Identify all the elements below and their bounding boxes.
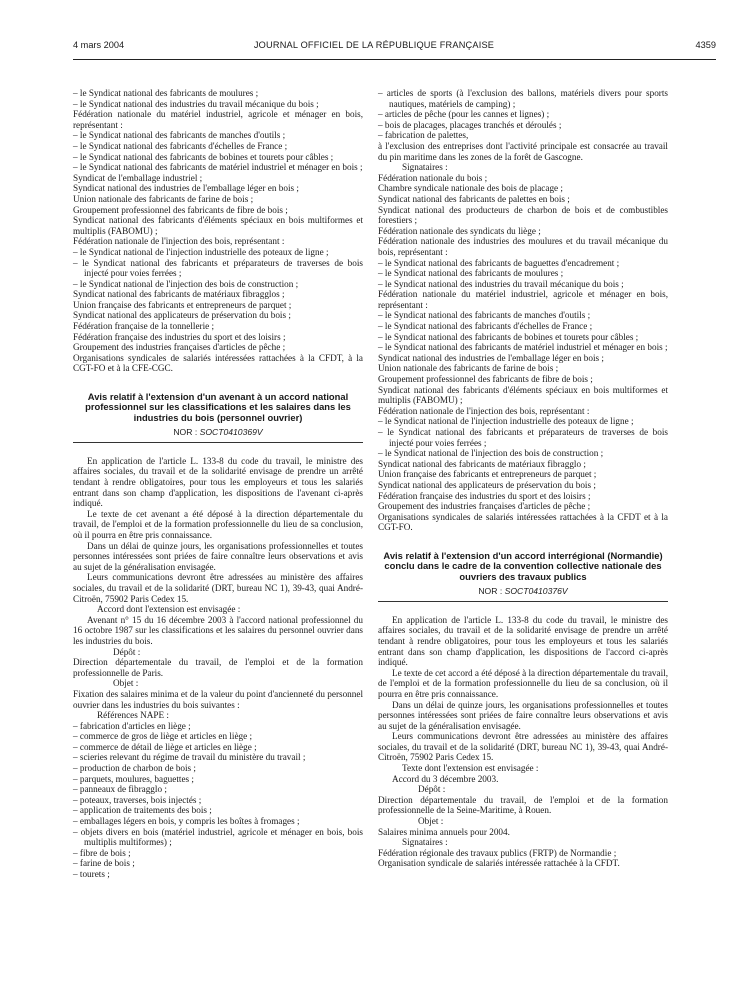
paragraph: Le texte de cet avenant a été déposé à la direction départementale du travail, de l'emploi et de la formation professionnelle du lieu de sa conclusion, où il pourra en être pris connaissance. — [73, 508, 363, 540]
left-top-list — [73, 88, 363, 374]
list-item: Fédération nationale des syndicats du liège ; — [378, 225, 541, 236]
list-item: – poteaux, traverses, bois injectés ; — [73, 794, 202, 805]
list-item: Groupement des industries françaises d'articles de pêche ; — [378, 501, 591, 512]
list-item: – le Syndicat national des fabricants de manches d'outils ; — [73, 130, 286, 141]
list-item: – articles de pêche (pour les cannes et lignes) ; — [378, 109, 550, 120]
list-item: – fabrication de palettes, — [378, 130, 469, 141]
list-item: Syndicat national des industries de l'emballage léger en bois ; — [378, 352, 604, 363]
list-item: Fédération nationale de l'injection des bois, représentant : — [378, 405, 590, 416]
depot-value: Direction départementale du travail, de l'emploi et de la formation professionnelle de Paris. — [73, 657, 363, 678]
header-rule — [73, 59, 716, 60]
list-item: Fédération française des industries du sport et des loisirs ; — [378, 490, 591, 501]
list-item: – tourets ; — [73, 869, 110, 879]
list-item: Syndicat national des fabricants d'éléments spéciaux en bois multiformes et multiplis (FABOMU) ; — [73, 215, 363, 236]
list-item: – panneaux de fibragglo ; — [73, 784, 167, 795]
list-item: Union nationale des fabricants de farine de bois ; — [73, 193, 254, 204]
left-column — [73, 88, 363, 880]
signataires-label: Signataires : — [402, 837, 448, 848]
notice-title: Avis relatif à l'extension d'un accord interrégional (Normandie) conclu dans le cadre de la convention collective nationale des ouvriers des travaux publics — [383, 549, 663, 582]
list-item: – le Syndicat national des fabricants de moulures ; — [73, 88, 259, 98]
list-item: Chambre syndicale nationale des bois de placage ; — [378, 183, 563, 194]
list-item: – le Syndicat national des fabricants d'échelles de France ; — [73, 140, 288, 151]
list-item: – emballages légers en bois, y compris les boîtes à fromages ; — [73, 816, 300, 827]
list-item: Syndicat national des fabricants d'éléments spéciaux en bois multiformes et multiplis (FABOMU) ; — [378, 384, 668, 406]
list-item: – le Syndicat national de l'injection des bois de construction ; — [73, 278, 299, 289]
depot-value: Direction départementale du travail, de l'emploi et de la formation professionnelle de la Seine-Maritime, à Rouen. — [378, 794, 668, 816]
depot-label: Dépôt : — [418, 784, 446, 795]
list-item: – le Syndicat national des fabricants de bobines et tourets pour câbles ; — [73, 151, 334, 162]
list-item: – le Syndicat national des fabricants de moulures ; — [378, 268, 564, 279]
list-item: – commerce de gros de liège et articles en liège ; — [73, 731, 253, 742]
list-item: – le Syndicat national des industries du travail mécanique du bois ; — [73, 98, 319, 109]
paragraph: Dans un délai de quinze jours, les organisations professionnelles et toutes personnes intéressées sont priées de faire connaître leurs observations et avis au sujet de la généralisation envisagée. — [73, 540, 363, 572]
list-item: Fédération régionale des travaux publics (FRTP) de Normandie ; — [378, 847, 617, 858]
list-item: – bois de placages, placages tranchés et déroulés ; — [378, 119, 562, 130]
list-item: – le Syndicat national des industries du travail mécanique du bois ; — [378, 278, 624, 289]
list-item: Union française des fabricants et entrepreneurs de parquet ; — [73, 299, 292, 310]
list-item: Syndicat national des fabricants de matériaux fibragglos ; — [73, 289, 285, 300]
list-item: – fibre de bois ; — [73, 847, 131, 858]
list-item: Fédération nationale du matériel industriel, agricole et ménager en bois, représentant : — [378, 289, 668, 310]
nor-label: NOR : — [478, 586, 503, 597]
notice-rule — [73, 442, 363, 443]
texte-value: Accord du 3 décembre 2003. — [392, 773, 499, 784]
list-item: Syndicat de l'emballage industriel ; — [73, 172, 203, 183]
right-top-list — [378, 88, 668, 141]
list-item: Syndicat national des applicateurs de préservation du bois ; — [378, 479, 596, 490]
list-item: Organisation syndicale de salariés intéressée rattachée à la CFDT. — [378, 858, 620, 869]
list-item: – le Syndicat national de l'injection industrielle des poteaux de ligne ; — [378, 416, 634, 427]
list-item: Syndicat national des applicateurs de préservation du bois ; — [73, 310, 291, 321]
list-item: Groupement professionnel des fabricants de fibre de bois ; — [378, 374, 593, 385]
list-item: – scieries relevant du régime de travail du ministère du travail ; — [73, 752, 306, 763]
nor-code: SOCT0410369V — [199, 427, 263, 438]
list-item: – le Syndicat national des fabricants de matériel industriel et ménager en bois ; — [73, 162, 363, 173]
list-item: Union nationale des fabricants de farine de bois ; — [378, 363, 559, 374]
paragraph: En application de l'article L. 133-8 du code du travail, le ministre des affaires sociales, du travail et de la solidarité envisage de prendre un arrêté tendant à rendre obligatoires, pour tous les employeurs et tous les salariés entrant dans son champ d'application, les dispositions de l'avenant ci-après indiqué. — [73, 455, 363, 509]
header-page-number: 4359 — [695, 40, 716, 50]
list-item: – le Syndicat national de l'injection industrielle des poteaux de ligne ; — [73, 246, 329, 257]
notice-rule — [378, 601, 668, 602]
notice-title: Avis relatif à l'extension d'un avenant à un accord national professionnel sur les classifications et les salaires dans les industries du bois (personnel ouvrier) — [85, 391, 351, 423]
list-item: – le Syndicat national des fabricants et préparateurs de traverses de bois injecté pour voies ferrées ; — [73, 257, 363, 279]
page-header — [0, 40, 748, 54]
list-item: – le Syndicat national des fabricants d'échelles de France ; — [378, 321, 593, 332]
nor-label: NOR : — [173, 427, 198, 438]
nape-list — [73, 721, 363, 880]
objet-label: Objet : — [113, 678, 139, 689]
nor-reference — [73, 427, 363, 438]
list-item: Fédération nationale du matériel industriel, agricole et ménager en bois, représentant : — [73, 109, 363, 130]
signataires-list — [378, 173, 668, 533]
paragraph: Le texte de cet accord a été déposé à la direction départementale du travail, de l'emploi et de la formation professionnelle du lieu de sa conclusion, où il pourra en être pris connaissance. — [378, 667, 668, 699]
list-item: – farine de bois ; — [73, 858, 135, 869]
list-item: Syndicat national des fabricants de palettes en bois ; — [378, 193, 570, 204]
list-item: Fédération française des industries du sport et des loisirs ; — [73, 331, 286, 342]
signataires-label: Signataires : — [402, 162, 448, 173]
list-item: Organisations syndicales de salariés intéressées rattachées à la CFDT, à la CGT-FO et à la CFE-CGC. — [73, 352, 363, 374]
right-column — [378, 88, 668, 869]
list-item: – commerce de détail de liège et articles en liège ; — [73, 741, 257, 752]
list-item: – le Syndicat national de l'injection des bois de construction ; — [378, 448, 604, 459]
list-item: Fédération nationale du bois ; — [378, 172, 488, 183]
list-item: Fédération française de la tonnellerie ; — [73, 321, 215, 332]
list-item: – le Syndicat national des fabricants de manches d'outils ; — [378, 310, 591, 321]
list-item: – objets divers en bois (matériel industriel, agricole et ménager en bois, bois multiplis multiformes) ; — [73, 826, 363, 848]
texte-label: Accord dont l'extension est envisagée : — [97, 604, 241, 615]
paragraph: Leurs communications devront être adressées au ministère des affaires sociales, du travail et de la solidarité (DRT, bureau NC 1), 39-43, quai André-Citroën, 75902 Paris Cedex 15. — [73, 572, 363, 604]
list-item: Groupement professionnel des fabricants de fibre de bois ; — [73, 204, 288, 215]
texte-value: Avenant n° 15 du 16 décembre 2003 à l'accord national professionnel du 16 octobre 1987 sur les classifications et les salaires du personnel ouvrier dans les industries du bois. — [73, 614, 363, 646]
header-journal-title: JOURNAL OFFICIEL DE LA RÉPUBLIQUE FRANÇAISE — [253, 40, 495, 50]
list-item: – fabrication d'articles en liège ; — [73, 720, 191, 731]
list-item: Union française des fabricants et entrepreneurs de parquet ; — [378, 469, 597, 480]
header-date: 4 mars 2004 — [73, 40, 125, 50]
list-item: – parquets, moulures, baguettes ; — [73, 773, 194, 784]
list-item: Fédération nationale des industries des moulures et du travail mécanique du bois, représentant : — [378, 236, 668, 257]
list-item: Syndicat national des industries de l'emballage léger en bois ; — [73, 183, 299, 194]
paragraph: Leurs communications devront être adressées au ministère des affaires sociales, du travail et de la solidarité (DRT, bureau NC 1), 39-43, quai André-Citroën, 75902 Paris Cedex 15. — [378, 731, 668, 763]
list-item: – le Syndicat national des fabricants et préparateurs de traverses de bois injecté pour voies ferrées ; — [378, 427, 668, 448]
list-item: – le Syndicat national des fabricants de baguettes d'encadrement ; — [378, 257, 620, 268]
depot-label: Dépôt : — [113, 646, 141, 657]
list-item: – articles de sports (à l'exclusion des ballons, matériels divers pour sports nautiques, matériels de camping) ; — [378, 88, 668, 109]
nor-reference — [378, 586, 668, 597]
nape-label: Références NAPE : — [97, 710, 169, 721]
texte-label: Texte dont l'extension est envisagée : — [402, 763, 539, 774]
objet-value: Fixation des salaires minima et de la valeur du point d'ancienneté du personnel ouvrier dans les industries du bois suivantes : — [73, 688, 363, 710]
list-item: Fédération nationale de l'injection des bois, représentant : — [73, 236, 285, 247]
paragraph: En application de l'article L. 133-8 du code du travail, le ministre des affaires sociales, du travail et de la solidarité envisage de prendre un arrêté tendant à rendre obligatoires, pour tous les employeurs et tous les salariés entrant dans son champ d'application, les dispositions de l'accord ci-après indiqué. — [378, 614, 668, 668]
list-item: Groupement des industries françaises d'articles de pêche ; — [73, 342, 286, 353]
objet-value: Salaires minima annuels pour 2004. — [378, 826, 510, 837]
exclusion-text: à l'exclusion des entreprises dont l'activité principale est consacrée au travail du pin maritime dans les zones de la forêt de Gascogne. — [378, 140, 668, 162]
list-item: Syndicat national des producteurs de charbon de bois et de combustibles forestiers ; — [378, 204, 668, 226]
list-item: – le Syndicat national des fabricants de bobines et tourets pour câbles ; — [378, 331, 639, 342]
list-item: Syndicat national des fabricants de matériaux fibragglo ; — [378, 458, 586, 469]
list-item: Organisations syndicales de salariés intéressées rattachées à la CFDT et à la CGT-FO. — [378, 511, 668, 533]
paragraph: Dans un délai de quinze jours, les organisations professionnelles et toutes personnes intéressées sont priées de faire connaître leurs observations et avis au sujet de la généralisation envisagée. — [378, 699, 668, 731]
list-item: – le Syndicat national des fabricants de matériel industriel et ménager en bois ; — [378, 342, 668, 353]
objet-label: Objet : — [418, 816, 444, 827]
list-item: – production de charbon de bois ; — [73, 763, 196, 774]
nor-code: SOCT0410376V — [504, 586, 568, 597]
list-item: – application de traitements des bois ; — [73, 805, 212, 816]
